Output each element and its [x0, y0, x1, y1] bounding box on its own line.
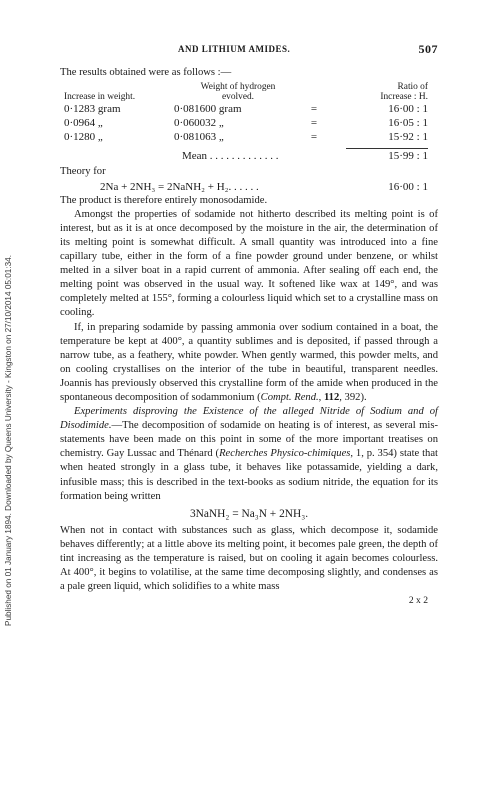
paragraph-decomposition: When not in contact with substances such as glass, which decompose it, sodamide behaves differently; at a little above its melting point, it becomes pale green, the depth of tint increasing as the temperature is raised, but on cooling it again becomes colourless. At 400°, it begins to volatilise, at the same time decomposing slightly, and condenses as a pale green liquid, which solidifies to a white mass: [60, 524, 438, 593]
download-watermark: [4, 66, 16, 626]
nitride-equation: 3NaNH₂ = Na₃N + 2NH₃.: [189, 507, 309, 520]
col-hydrogen-header: Weight of hydrogen evolved.: [200, 82, 276, 103]
paragraph-nitride: Experiments disproving the Existence of the alleged Nitride of Sodium and of Disodimide.—The decomposition of sodamide on heating is of interest, as several mis-statements have been made on this point in some of the more important treatises on chemistry. Gay Lussac and Thénard (Recherches Physico-chimiques, 1, p. 354) state that when heated strongly in a glass tube, it behaves like potassamide, yielding a dark, infusible mass; this is described in the text-books as sodium nitride, the equation for its formation being written: [60, 406, 438, 502]
paragraph-sublimation: If, in preparing sodamide by passing ammonia over sodium contained in a boat, the temperature be kept at 400°, a quantity sublimes and is deposited, if passed through a narrow tube, as a feathery, white powder. When gently warmed, this powder melts, and on cooling crystallises on the interior of the tube in beautiful, transparent needles. Joannis has previously observed this crystalline form of the amide when produced in the spontaneous decomposition of sodammonium (Compt. Rend., 112, 392).: [60, 321, 438, 403]
results-header-row: [62, 82, 438, 102]
equals-cell: =: [310, 131, 318, 144]
results-row: [62, 102, 438, 116]
mean-value: 15·99 : 1: [388, 150, 428, 163]
download-watermark-text: Published on 01 January 1894. Downloaded by Queens University - Kingston on 27/10/2014 05:01:34.: [4, 255, 13, 626]
hydrogen-cell: 0·081063 „: [174, 131, 224, 144]
col-ratio-header: Ratio of Increase : H.: [380, 82, 428, 103]
signature-mark: 2 x 2: [408, 595, 428, 607]
hydrogen-cell: 0·081600 gram: [174, 103, 242, 116]
equals-cell: =: [310, 103, 318, 116]
results-table: [62, 82, 438, 163]
volume-ref: 112: [323, 391, 340, 403]
theory-equation: 2Na + 2NH₃ = 2NaNH₂ + H₂. . . . . .: [100, 180, 259, 193]
equals-cell: =: [310, 117, 318, 130]
paragraph-conclusion: The product is therefore entirely monosodamide.: [60, 194, 268, 206]
results-row: [62, 130, 438, 144]
col-weight-header: Increase in weight.: [64, 92, 136, 103]
journal-ref: Compt. Rend.: [260, 391, 319, 403]
weight-cell: 0·1280 „: [64, 131, 103, 144]
results-intro: The results obtained were as follows :—: [60, 67, 232, 78]
theory-row: [60, 180, 438, 194]
ratio-cell: 16·05 : 1: [388, 117, 428, 130]
book-ref: Recherches Physico-chimiques: [219, 448, 351, 460]
paragraph-melting-point: Amongst the properties of sodamide not hitherto described its melting point is of interest, but as it is at once decomposed by the moisture in the air, the determination of its melting point is somewhat difficult. A small quantity was introduced into a fine capillary tube, either in the form of a fine powder ground under benzene, or whilst melted in a silver boat in a rapid current of ammonia. After sealing off each end, the melting point was observed in the usual way. It softened like wax at 149°, and was completely melted at 155°, forming a colourless liquid which set to a crystalline mass on cooling.: [60, 208, 438, 319]
section-heading: Experiments disproving the Existence of the alleged Nitride of Sodium and of Disodimide.: [60, 406, 438, 432]
theory-value: 16·00 : 1: [388, 180, 428, 193]
page-body: [60, 66, 438, 608]
theory-label: Theory for: [60, 166, 106, 178]
mean-row: [62, 149, 438, 163]
page-header: [60, 44, 438, 58]
mean-label: Mean . . . . . . . . . . . . .: [182, 150, 279, 163]
hydrogen-cell: 0·060032 „: [174, 117, 224, 130]
weight-cell: 0·0964 „: [64, 117, 103, 130]
theory-block: [60, 165, 438, 193]
weight-cell: 0·1283 gram: [64, 103, 121, 116]
results-row: [62, 116, 438, 130]
ratio-cell: 16·00 : 1: [388, 103, 428, 116]
ratio-cell: 15·92 : 1: [388, 131, 428, 144]
running-title: AND LITHIUM AMIDES.: [178, 44, 291, 54]
page-number: 507: [418, 42, 438, 56]
